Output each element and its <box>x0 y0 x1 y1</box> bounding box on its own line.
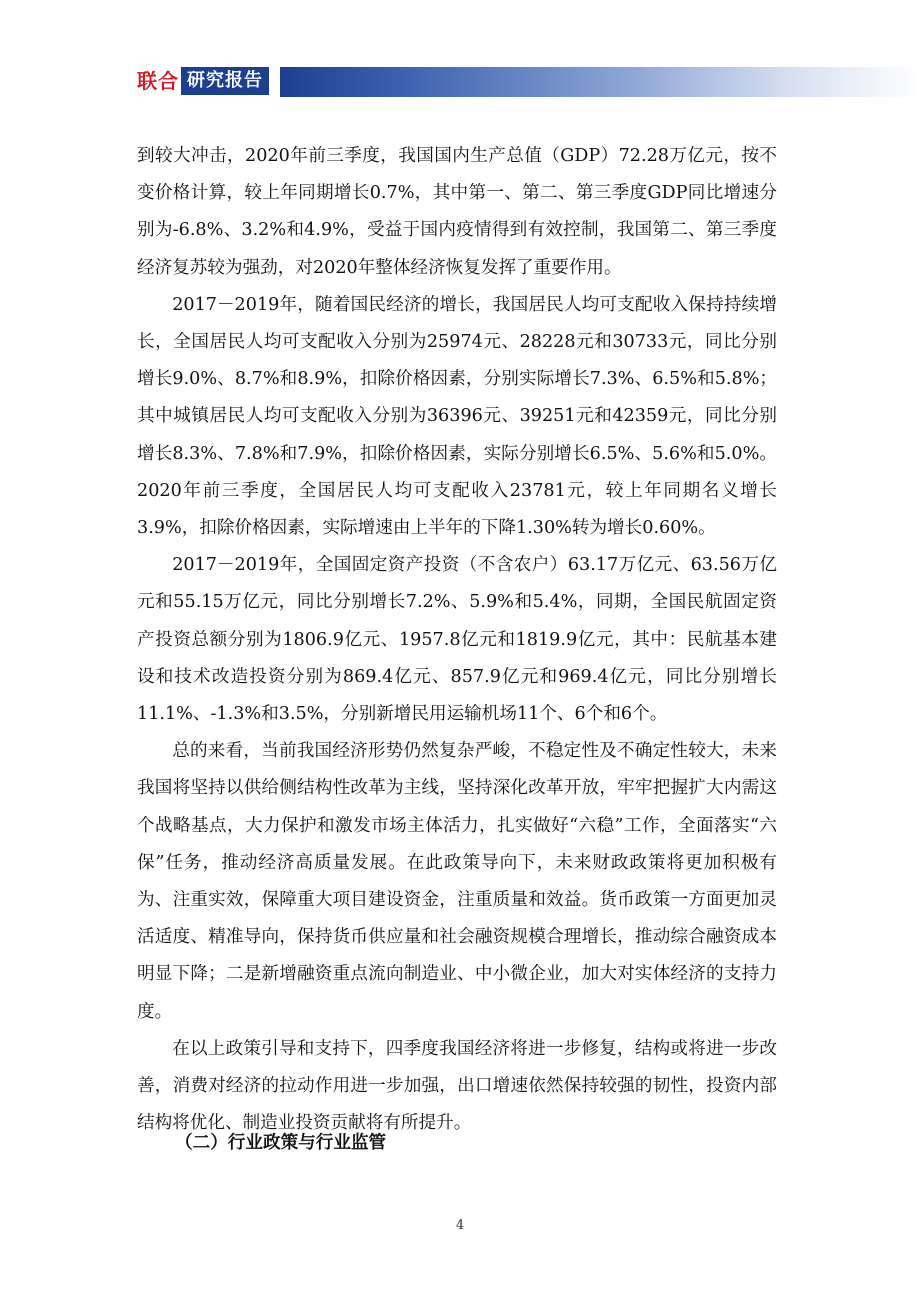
paragraph-q4-forecast: 在以上政策引导和支持下，四季度我国经济将进一步修复，结构或将进一步改善，消费对经济的拉动作用进一步加强，出口增速依然保持较强的韧性，投资内部结构将优化、制造业投资贡献将有所提升。 <box>137 1038 777 1134</box>
page-number: 4 <box>455 1218 465 1233</box>
paragraph-income: 2017－2019年，随着国民经济的增长，我国居民人均可支配收入保持持续增长，全国居民人均可支配收入分别为25974元、28228元和30733元，同比分别增长9.0%、8.7%和8.9%，扣除价格因素，分别实际增长7.3%、6.5%和5.8%；其中城镇居民人均可支配收入分别为36396元、39251元和42359元，同比分别增长8.3%、7.8%和7.9%，扣除价格因素，实际分别增长6.5%、5.6%和5.0%。2020年前三季度，全国居民人均可支配收入23781元，较上年同期名义增长3.9%，扣除价格因素，实际增速由上半年的下降1.30%转为增长0.60%。 <box>137 294 777 539</box>
paragraph-gdp: 到较大冲击，2020年前三季度，我国国内生产总值（GDP）72.28万亿元，按不变价格计算，较上年同期增长0.7%，其中第一、第二、第三季度GDP同比增速分别为-6.8%、3.2%和4.9%，受益于国内疫情得到有效控制，我国第二、第三季度经济复苏较为强劲，对2020年整体经济恢复发挥了重要作用。 <box>137 146 777 278</box>
section-heading: （二）行业政策与行业监管 <box>175 1133 387 1153</box>
brand-name: 联合 <box>137 69 179 93</box>
paragraph-outlook: 总的来看，当前我国经济形势仍然复杂严峻，不稳定性及不确定性较大，未来我国将坚持以供给侧结构性改革为主线，坚持深化改革开放，牢牢把握扩大内需这个战略基点，大力保护和激发市场主体活力，扎实做好“六稳”工作，全面落实“六保”任务，推动经济高质量发展。在此政策导向下，未来财政政策将更加积极有为、注重实效，保障重大项目建设资金，注重质量和效益。货币政策一方面更加灵活适度、精准导向，保持货币供应量和社会融资规模合理增长，推动综合融资成本明显下降；二是新增融资重点流向制造业、中小微企业，加大对实体经济的支持力度。 <box>137 741 777 1022</box>
brand-report-label: 研究报告 <box>181 67 269 95</box>
header-gradient-bar <box>280 67 920 97</box>
body-text <box>137 138 777 1142</box>
paragraph-investment: 2017－2019年，全国固定资产投资（不含农户）63.17万亿元、63.56万亿元和55.15万亿元，同比分别增长7.2%、5.9%和5.4%，同期，全国民航固定资产投资总额分别为1806.9亿元、1957.8亿元和1819.9亿元，其中：民航基本建设和技术改造投资分别为869.4亿元、857.9亿元和969.4亿元，同比分别增长11.1%、-1.3%和3.5%，分别新增民用运输机场11个、6个和6个。 <box>137 555 777 725</box>
report-header <box>137 67 920 97</box>
